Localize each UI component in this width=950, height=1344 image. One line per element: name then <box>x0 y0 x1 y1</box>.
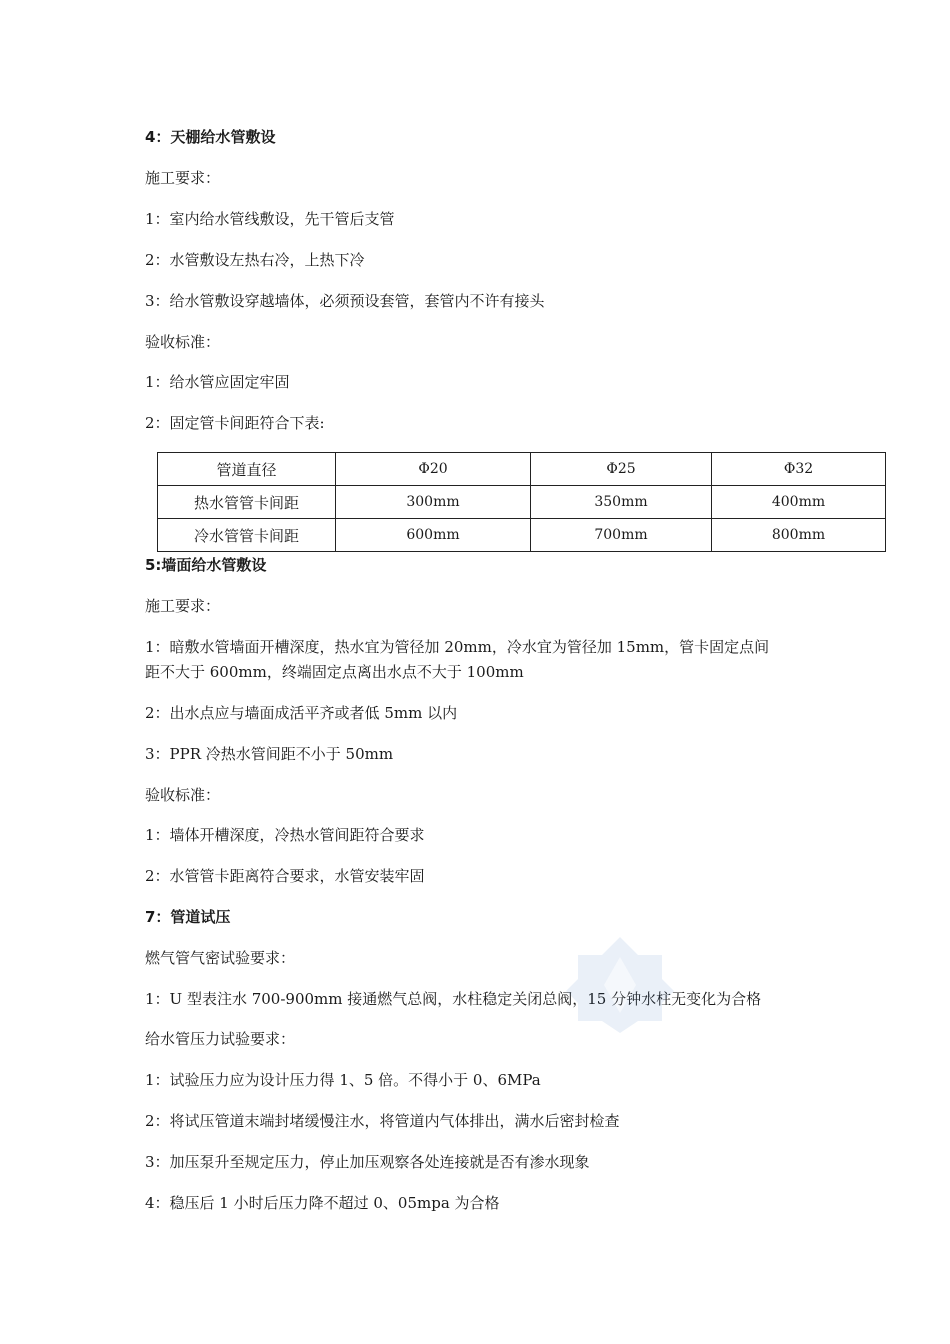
water-test-title: 给水管压力试验要求： <box>145 1030 296 1048</box>
water-test-item-4: 4：稳压后 1 小时后压力降不超过 0、05mpa 为合格 <box>145 1194 500 1212</box>
table-row <box>158 486 886 519</box>
water-test-item-1: 1：试验压力应为设计压力得 1、5 倍。不得小于 0、6MPa <box>145 1071 541 1089</box>
section-4-requirement-3: 3：给水管敷设穿越墙体，必须预设套管，套管内不许有接头 <box>145 292 545 310</box>
table-header-row <box>158 453 886 486</box>
water-test-item-3: 3：加压泵升至规定压力，停止加压观察各处连接就是否有渗水现象 <box>145 1153 590 1171</box>
section-5-acceptance-2: 2：水管管卡距离符合要求，水管安装牢固 <box>145 867 425 885</box>
section-5-requirement-1-continued: 距不大于 600mm，终端固定点离出水点不大于 100mm <box>145 663 524 681</box>
section-4-requirement-1: 1：室内给水管线敷设，先干管后支管 <box>145 210 395 228</box>
table-header-cell: 管道直径 <box>158 453 336 486</box>
section-4-acceptance-1: 1：给水管应固定牢固 <box>145 373 290 391</box>
table-cell: 700mm <box>531 519 712 552</box>
table-cell: 冷水管管卡间距 <box>158 519 336 552</box>
section-5-requirement-1: 1：暗敷水管墙面开槽深度，热水宜为管径加 20mm，冷水宜为管径加 15mm，管卡固定点间 <box>145 638 770 656</box>
section-5-requirements-title: 施工要求： <box>145 597 221 615</box>
section-5-heading: 5:墙面给水管敷设 <box>145 556 267 574</box>
section-4-requirement-2: 2：水管敷设左热右冷，上热下冷 <box>145 251 365 269</box>
section-4-acceptance-title: 验收标准： <box>145 333 221 351</box>
section-5-acceptance-1: 1：墙体开槽深度，冷热水管间距符合要求 <box>145 826 425 844</box>
section-5-requirement-2: 2：出水点应与墙面成活平齐或者低 5mm 以内 <box>145 704 458 722</box>
table-row <box>158 519 886 552</box>
gas-test-item-1: 1：U 型表注水 700-900mm 接通燃气总阀，水柱稳定关闭总阀，15 分钟水柱无变化为合格 <box>145 990 762 1008</box>
table-cell: 600mm <box>336 519 531 552</box>
watermark-logo-icon <box>566 937 674 1033</box>
section-4-acceptance-2: 2：固定管卡间距符合下表: <box>145 414 325 432</box>
section-4-heading: 4：天棚给水管敷设 <box>145 128 276 146</box>
water-test-item-2: 2：将试压管道末端封堵缓慢注水，将管道内气体排出，满水后密封检查 <box>145 1112 620 1130</box>
table-cell: 400mm <box>712 486 886 519</box>
gas-test-title: 燃气管气密试验要求： <box>145 949 296 967</box>
table-cell: 350mm <box>531 486 712 519</box>
table-cell: 热水管管卡间距 <box>158 486 336 519</box>
table-header-cell: Φ20 <box>336 453 531 486</box>
pipe-clip-spacing-table <box>157 452 886 552</box>
section-5-acceptance-title: 验收标准： <box>145 786 221 804</box>
section-4-requirements-title: 施工要求： <box>145 169 221 187</box>
table-header-cell: Φ25 <box>531 453 712 486</box>
table-cell: 300mm <box>336 486 531 519</box>
table-cell: 800mm <box>712 519 886 552</box>
section-7-heading: 7：管道试压 <box>145 908 231 926</box>
table-header-cell: Φ32 <box>712 453 886 486</box>
section-5-requirement-3: 3：PPR 冷热水管间距不小于 50mm <box>145 745 394 763</box>
